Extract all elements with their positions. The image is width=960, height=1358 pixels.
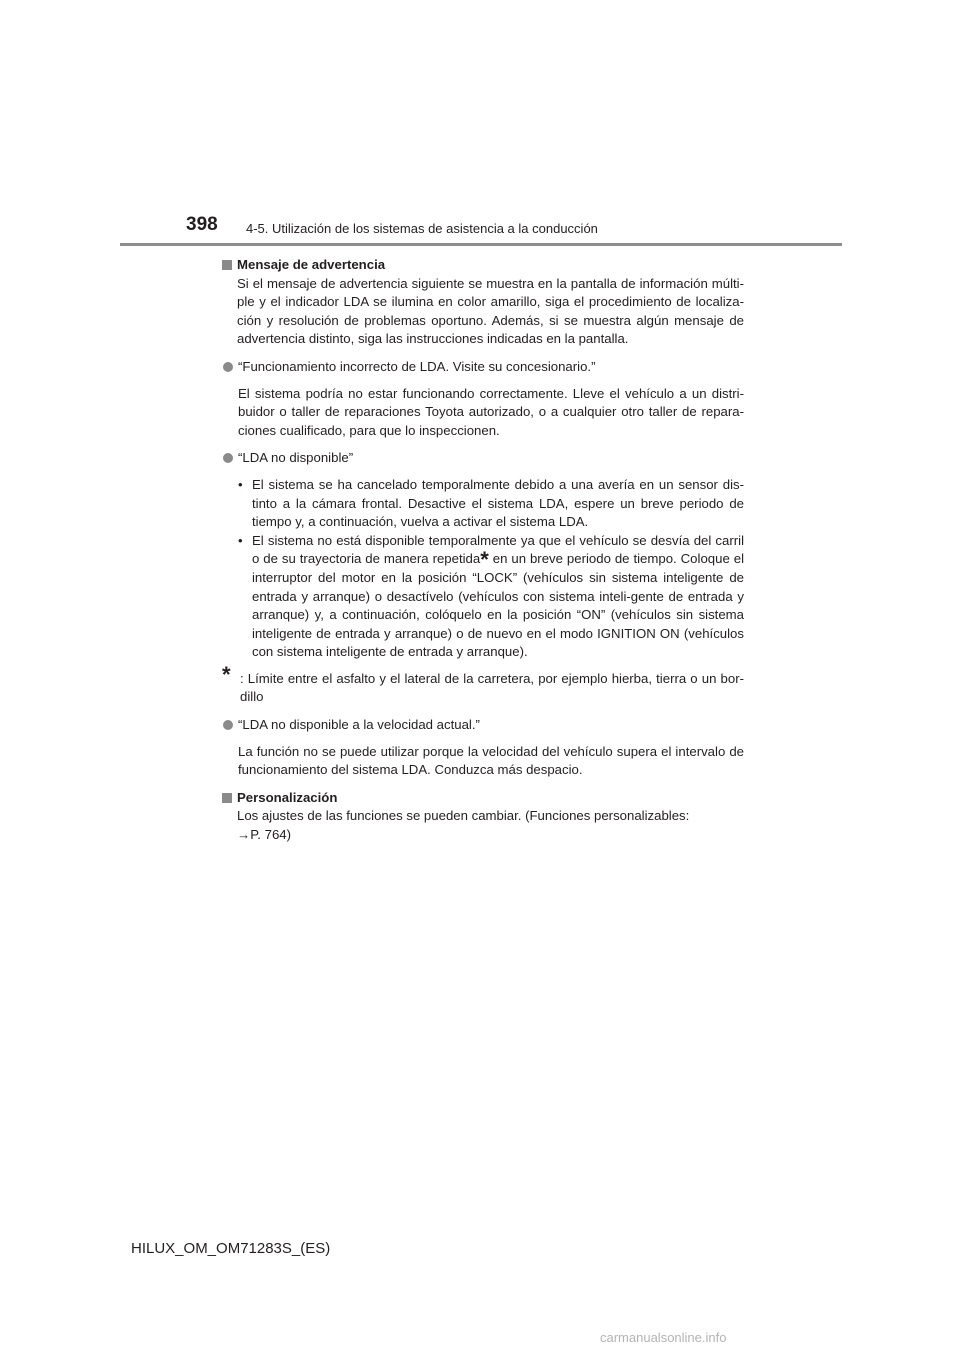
warning-item-1-title: “Funcionamiento incorrecto de LDA. Visite su concesionario.” (238, 358, 596, 374)
document-code: HILUX_OM_OM71283S_(ES) (131, 1240, 331, 1257)
warning-item-2-dot-2-start: El sistema no está disponible temporalmente ya que el vehículo se desvía del carril o de su trayectoria de manera repetida (252, 532, 744, 567)
warning-item-3-title: “LDA no disponible a la velocidad actual.” (238, 717, 480, 733)
page-header (0, 0, 960, 250)
square-bullet-icon (222, 260, 232, 270)
list-item (222, 532, 744, 662)
footnote-text: : Límite entre el asfalto y el lateral de la carretera, por ejemplo hierba, tierra o un bor-dillo (240, 670, 744, 705)
square-bullet-icon (222, 793, 232, 803)
watermark: carmanualsonline.info (600, 1330, 727, 1345)
footnote-reference: * (480, 547, 489, 573)
footnote-asterisk: * (222, 661, 231, 687)
warning-item-1 (222, 358, 744, 377)
dot-bullet-icon: • (238, 476, 243, 492)
warning-item-2-title: “LDA no disponible” (238, 450, 354, 466)
header-divider (120, 243, 842, 246)
circle-bullet-icon (223, 362, 233, 372)
circle-bullet-icon (223, 720, 233, 730)
section-title: 4-5. Utilización de los sistemas de asistencia a la conducción (246, 221, 598, 236)
custom-heading (222, 789, 744, 808)
warning-item-3-text: La función no se puede utilizar porque la velocidad del vehículo supera el intervalo de funcionamiento del sistema LDA. Conduzca más despacio. (238, 743, 744, 778)
warning-heading (222, 256, 744, 275)
custom-heading-text: Personalización (237, 789, 338, 805)
custom-text (222, 807, 744, 844)
warning-item-3 (222, 716, 744, 735)
warning-item-2 (222, 449, 744, 468)
warning-item-1-text: El sistema podría no estar funcionando correctamente. Lleve el vehículo a un distri-buidor o taller de reparaciones Toyota autorizado, o a cualquier otro taller de repara-ciones cualificado, para que lo inspeccionen. (238, 385, 744, 438)
page-reference-link[interactable]: →P. 764) (237, 827, 292, 843)
custom-description: Los ajustes de las funciones se pueden cambiar. (Funciones personalizables: (237, 808, 690, 824)
circle-bullet-icon (223, 453, 233, 463)
page-content (222, 256, 744, 854)
page-number: 398 (186, 214, 218, 235)
warning-intro: Si el mensaje de advertencia siguiente se muestra en la pantalla de información múlti-ple y el indicador LDA se ilumina en color amarillo, siga el procedimiento de localiza-ción y resolución de problemas oportuno. Además, si se muestra algún mensaje de advertencia distinto, siga las instrucciones indicadas en la pantalla. (237, 275, 744, 347)
warning-heading-text: Mensaje de advertencia (237, 257, 386, 272)
warning-item-2-list (222, 476, 744, 662)
dot-bullet-icon: • (238, 532, 243, 548)
warning-item-2-dot-2-end: en un breve periodo de tiempo. Coloque el interruptor del motor en la posición “LOCK” (vehículos sin sistema inteligente de entrada y arranque) o desactívelo (vehículos con sistema inteli-gente de entrada y arranque) y, a continuación, colóquelo en la posición “ON” (vehículos sin sistema inteligente de entrada y arranque) o de nuevo en el modo IGNITION ON (vehículos con sistema inteligente de entrada y arranque). (252, 551, 744, 660)
footnote (222, 661, 744, 707)
list-item (222, 476, 744, 532)
warning-item-2-dot-1: El sistema se ha cancelado temporalmente debido a una avería en un sensor dis-tinto a la cámara frontal. Desactive el sistema LDA, espere un breve periodo de tiempo y, a continuación, vuelva a activar el sistema LDA. (252, 476, 744, 530)
